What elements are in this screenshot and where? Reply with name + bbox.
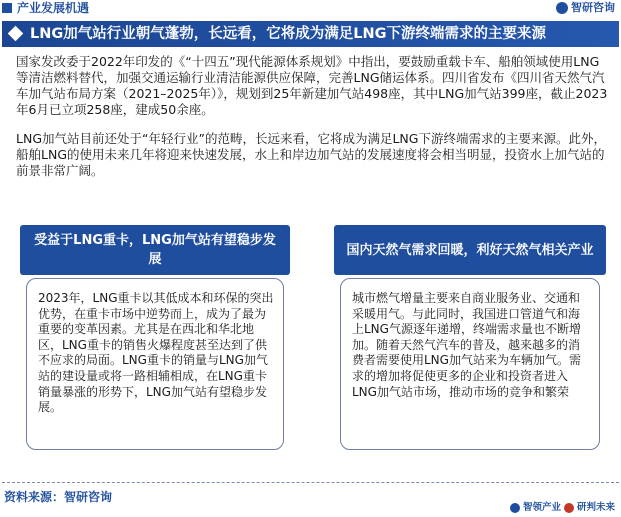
- page-title: LNG加气站行业朝气蓬勃，长远看，它将成为满足LNG下游终端需求的主要来源: [30, 26, 547, 42]
- card-heading-lng-truck: [20, 225, 290, 275]
- paragraph-policy: 国家发改委于2022年印发的《“十四五”现代能源体系规划》中指出，要鼓励重载卡车、船舶领域使用LNG等清洁燃料替代，加强交通运输行业清洁能源供应保障，完善LNG储运体系。四川省发布《四川省天然气汽车加气站布局方案（2021–2025年）》，规划到25年新建加气站498座，其中LNG加气站399座，截止2023年6月已立项258座，建成50余座。: [16, 54, 608, 117]
- top-bar: [0, 0, 621, 17]
- section-label: 产业发展机遇: [17, 1, 90, 15]
- card-heading-gas-demand: [334, 225, 606, 275]
- source-note: 资料来源：智研咨询: [4, 490, 113, 504]
- card-body-text: 2023年，LNG重卡以其低成本和环保的突出优势，在重卡市场中逆势而上，成为了最为重要的变革因素。尤其是在西北和华北地区，LNG重卡的销售火爆程度甚至达到了供不应求的局面。LNG重卡的销量与LNG加气站的建设量或将一路相辅相成，在LNG重卡销量暴涨的形势下，LNG加气站有望稳步发展。: [38, 291, 274, 415]
- title-bar: [2, 21, 619, 47]
- brand-logo: [556, 1, 615, 15]
- card-body-gas-demand: [340, 278, 600, 450]
- footer-divider: [2, 482, 619, 483]
- card-body-lng-truck: [26, 278, 284, 450]
- brand-name: 智研咨询: [571, 1, 615, 14]
- card-heading-text: 国内天然气需求回暖，利好天然气相关产业: [346, 242, 594, 258]
- paragraph-outlook: LNG加气站目前还处于“年轻行业”的范畴，长远来看，它将成为满足LNG下游终端需求的主要来源。此外，船舶LNG的使用未来几年将迎来快速发展，水上和岸边加气站的发展速度将会相当明显，投资水上加气站的前景非常广阔。: [16, 131, 606, 178]
- slogan-left: 智领产业: [522, 502, 561, 513]
- slogan-icon: [564, 503, 574, 513]
- footer-slogan: [510, 502, 615, 514]
- diamond-icon: [8, 26, 24, 42]
- slogan-icon: [510, 503, 520, 513]
- brand-logo-icon: [556, 2, 568, 14]
- card-heading-text: 受益于LNG重卡，LNG加气站有望稳步发展: [34, 233, 276, 267]
- square-bullet-icon: [2, 3, 12, 13]
- slogan-right: 研判未来: [576, 502, 615, 513]
- card-body-text: 城市燃气增量主要来自商业服务业、交通和采暖用气。与此同时，我国进口管道气和海上LNG气源逐年递增，终端需求量也不断增加。随着天然气汽车的普及，越来越多的消费者需要使用LNG加气站来为车辆加气。需求的增加将促使更多的企业和投资者进入LNG加气站市场，推动市场的竞争和繁荣: [352, 291, 581, 399]
